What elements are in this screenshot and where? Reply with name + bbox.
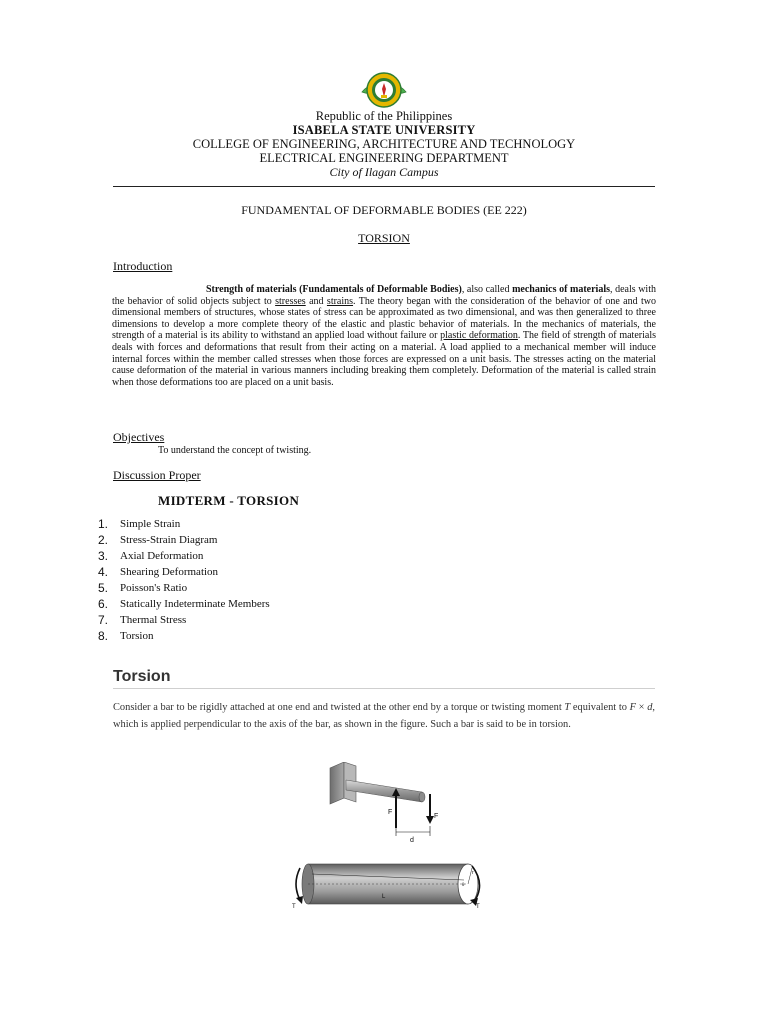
discussion-heading: Discussion Proper	[113, 468, 201, 482]
list-label: Statically Indeterminate Members	[120, 598, 270, 610]
list-label: Simple Strain	[120, 518, 181, 530]
symbol-t: T	[564, 702, 571, 713]
university-seal-icon	[360, 70, 408, 110]
list-label: Stress-Strain Diagram	[120, 534, 218, 546]
list-label: Torsion	[120, 630, 154, 642]
objectives-text: To understand the concept of twisting.	[158, 445, 312, 456]
cantilever-bar-figure	[322, 762, 450, 852]
link-strains[interactable]: strains	[326, 295, 354, 307]
header-campus: City of Ilagan Campus	[329, 165, 439, 179]
shaft-torsion-figure	[286, 856, 486, 914]
introduction-paragraph	[112, 284, 656, 388]
list-number: 6.	[98, 597, 109, 611]
intro-text: and	[305, 295, 327, 307]
course-title: FUNDAMENTAL OF DEFORMABLE BODIES (EE 222)	[241, 203, 527, 217]
list-number: 5.	[98, 581, 109, 595]
torsion-text: , which is applied perpendicular to the axis of the bar, as shown in the figure. Such a bar is said to be in torsion.	[113, 702, 656, 730]
list-number: 7.	[98, 613, 109, 627]
header-republic: Republic of the Philippines	[315, 109, 453, 123]
torque-label-left: T	[292, 904, 296, 910]
force-label-left: F	[388, 809, 393, 816]
force-label-right: F	[434, 813, 439, 820]
link-stresses[interactable]: stresses	[275, 295, 306, 307]
symbol-f: F	[629, 702, 636, 713]
list-label: Shearing Deformation	[120, 566, 219, 578]
header-university: ISABELA STATE UNIVERSITY	[292, 123, 476, 137]
header-college: COLLEGE OF ENGINEERING, ARCHITECTURE AND TECHNOLOGY	[192, 137, 576, 151]
midterm-title: MIDTERM - TORSION	[158, 493, 300, 508]
torque-label-right: T	[476, 904, 480, 910]
intro-text: , also called	[461, 284, 513, 295]
radius-label: r	[472, 870, 474, 876]
header-department: ELECTRICAL ENGINEERING DEPARTMENT	[259, 151, 509, 165]
torsion-text: Consider a bar to be rigidly attached at one end and twisted at the other end by a torque or twisting moment	[113, 702, 565, 713]
intro-text: . The theory began with the consideration of the behavior of one and two dimensional members of structures, whose states of stress can be approximated as two dimensional, and was then generalized to three dimensions to develop a more complete theory of the elastic and plastic behavior of materials. In the mechanics of materials, the strength of a material is its ability to withstand an applied load without failure or	[112, 295, 656, 342]
torsion-heading: Torsion	[113, 668, 171, 685]
list-number: 1.	[98, 517, 109, 531]
list-number: 4.	[98, 565, 109, 579]
objectives-heading: Objectives	[113, 430, 165, 444]
distance-label: d	[410, 837, 414, 844]
intro-term-strength: Strength of materials (Fundamentals of Deformable Bodies)	[206, 284, 462, 295]
list-label: Thermal Stress	[120, 614, 187, 626]
list-number: 3.	[98, 549, 109, 563]
list-number: 8.	[98, 629, 109, 643]
introduction-heading: Introduction	[113, 259, 173, 273]
torsion-text: equivalent to	[570, 702, 630, 713]
link-plastic-deformation[interactable]: plastic deformation	[440, 330, 518, 342]
symbol-times: ×	[635, 702, 648, 713]
list-label: Axial Deformation	[120, 550, 204, 562]
intro-text: . The field of strength of materials deals with forces and deformations that result from their acting on a material. A load applied to a mechanical member will induce internal forces within the member called stresses when those forces are expressed on a unit basis. The stresses acting on the material cause deformation of the material in various manners including breaking them completely. Deformation of the material is called strain when those deformations too are placed on a unit basis.	[112, 330, 656, 388]
intro-term-mechanics: mechanics of materials	[512, 284, 610, 295]
header-divider	[113, 186, 655, 187]
symbol-d: d	[647, 702, 653, 713]
list-number: 2.	[98, 533, 109, 547]
torsion-paragraph	[113, 699, 655, 733]
torsion-divider	[113, 688, 655, 689]
intro-text: , deals with the behavior of solid objects subject to	[112, 284, 656, 307]
length-label: L	[382, 894, 386, 900]
list-label: Poisson's Ratio	[120, 582, 188, 594]
topic-title: TORSION	[358, 231, 410, 245]
angle-label: θ	[462, 883, 465, 888]
